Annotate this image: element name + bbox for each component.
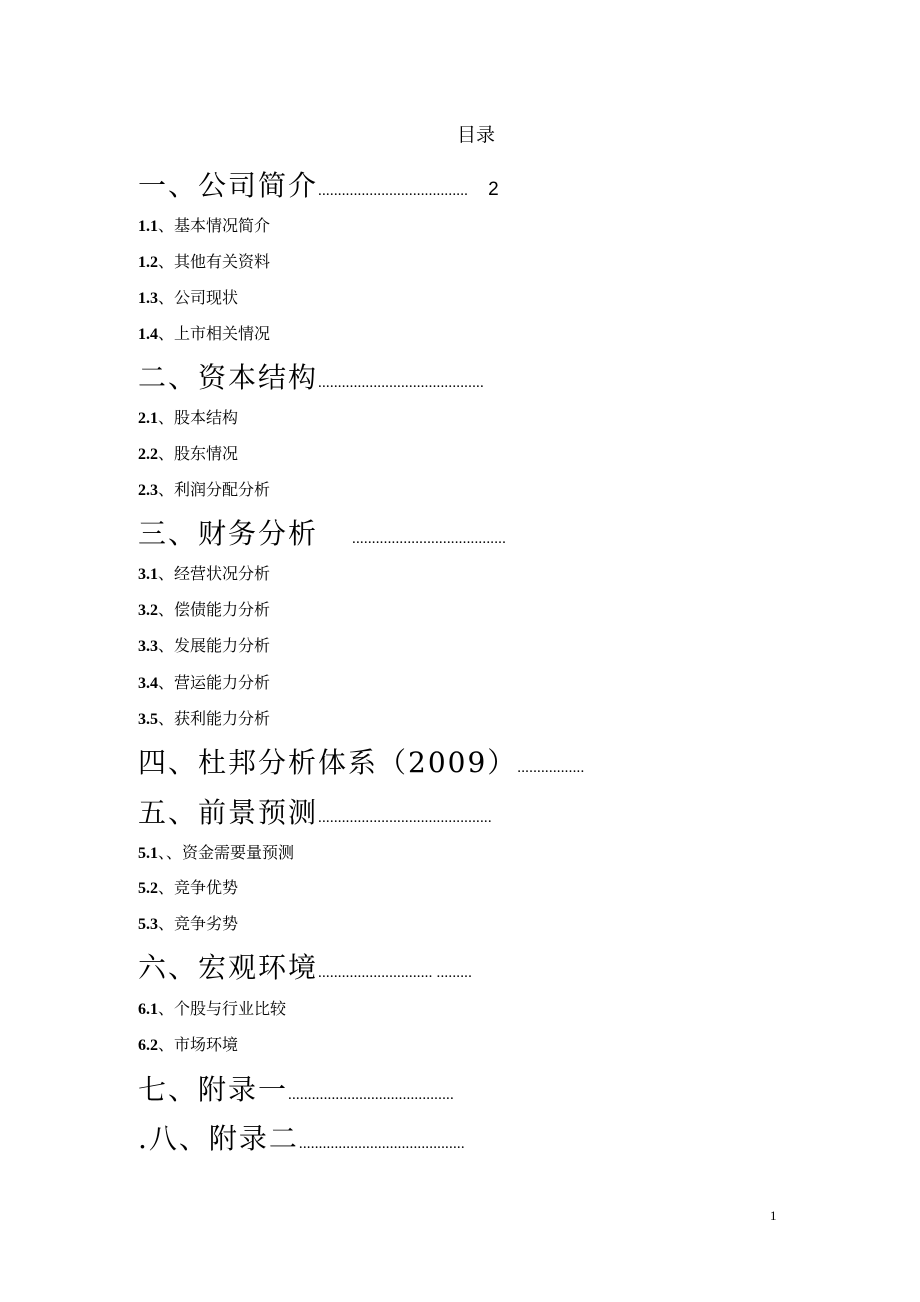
toc-subsection-number: 3.1 [138,566,158,583]
toc-subsection-1-1[interactable] [138,215,270,238]
toc-subsection-separator: 、 [158,878,175,897]
toc-subsection-number: 6.1 [138,1001,158,1018]
toc-leader-dots: ...................................... [318,183,469,199]
toc-subsection-text: 偿债能力分析 [174,600,271,619]
toc-subsection-text: 市场环境 [174,1035,239,1054]
toc-subsection-number: 3.4 [138,675,158,692]
toc-subsection-1-2[interactable] [138,251,270,274]
toc-section-3[interactable] [138,516,506,557]
toc-subsection-number: 2.1 [138,410,158,427]
toc-subsection-5-3[interactable] [138,913,238,936]
footer-page-number: 1 [770,1208,777,1223]
toc-section-4[interactable] [138,745,584,786]
toc-section-1[interactable] [138,168,499,209]
toc-subsection-text: 竞争优势 [174,878,239,897]
toc-subsection-number: 5.3 [138,916,158,933]
toc-subsection-separator: 、、 [158,843,183,862]
toc-subsection-text: 竞争劣势 [174,914,239,933]
toc-subsection-text: 利润分配分析 [174,480,271,499]
toc-subsection-separator: 、 [158,216,175,235]
toc-leader-dots: ................. [517,760,585,776]
toc-section-label: 三、财务分析 [138,517,319,550]
toc-subsection-1-4[interactable] [138,323,270,346]
toc-leader-dots: ............................................ [318,810,492,826]
toc-subsection-6-1[interactable] [138,998,286,1021]
toc-subsection-2-2[interactable] [138,443,238,466]
toc-subsection-separator: 、 [158,288,175,307]
toc-subsection-separator: 、 [158,444,175,463]
toc-leader-dots: .......................................... [318,375,484,391]
toc-subsection-2-3[interactable] [138,479,270,502]
toc-section-7[interactable] [138,1072,454,1113]
toc-subsection-number: 2.3 [138,482,158,499]
toc-subsection-text: 资金需要量预测 [182,843,295,862]
toc-subsection-1-3[interactable] [138,287,238,310]
toc-subsection-3-4[interactable] [138,672,270,695]
toc-leader-dots: .......................................... [298,1136,465,1152]
toc-subsection-separator: 、 [158,252,175,271]
toc-section-label: 二、资本结构 [138,361,319,394]
toc-section-label: 七、附录一 [138,1073,289,1106]
toc-leader-dots: ............................. ......... [318,965,473,981]
toc-section-8[interactable] [138,1121,465,1162]
toc-subsection-text: 经营状况分析 [174,564,271,583]
toc-section-label: 四、杜邦分析体系（2009） [138,746,518,779]
toc-subsection-separator: 、 [158,673,175,692]
toc-section-6[interactable] [138,950,472,991]
toc-subsection-6-2[interactable] [138,1034,238,1057]
toc-subsection-text: 股本结构 [174,408,239,427]
toc-subsection-2-1[interactable] [138,407,238,430]
toc-subsection-number: 3.5 [138,711,158,728]
toc-subsection-number: 1.3 [138,290,158,307]
toc-subsection-separator: 、 [158,1035,175,1054]
toc-subsection-number: 2.2 [138,446,158,463]
toc-leader-dots: ....................................... [352,531,507,547]
toc-subsection-number: 5.2 [138,880,158,897]
toc-subsection-5-2[interactable] [138,877,238,900]
toc-section-label: 六、宏观环境 [138,951,319,984]
toc-subsection-number: 3.2 [138,602,158,619]
toc-subsection-text: 基本情况简介 [174,216,271,235]
toc-subsection-text: 个股与行业比较 [174,999,287,1018]
toc-subsection-separator: 、 [158,636,175,655]
toc-subsection-text: 上市相关情况 [174,324,271,343]
toc-subsection-separator: 、 [158,408,175,427]
toc-subsection-text: 公司现状 [174,288,239,307]
toc-section-5[interactable] [138,795,492,836]
toc-subsection-text: 股东情况 [174,444,239,463]
toc-subsection-separator: 、 [158,999,175,1018]
toc-subsection-separator: 、 [158,709,175,728]
toc-subsection-number: 1.2 [138,254,158,271]
toc-subsection-separator: 、 [158,564,175,583]
toc-title: 目录 [456,124,495,146]
toc-subsection-separator: 、 [158,914,175,933]
toc-subsection-number: 1.4 [138,326,158,343]
toc-subsection-number: 6.2 [138,1037,158,1054]
toc-section-label: .八、附录二 [138,1122,299,1155]
toc-subsection-text: 获利能力分析 [174,709,271,728]
toc-subsection-text: 营运能力分析 [174,673,271,692]
toc-subsection-5-1[interactable] [138,842,294,865]
toc-subsection-separator: 、 [158,324,175,343]
toc-page-number: 2 [488,179,499,200]
toc-subsection-3-3[interactable] [138,635,270,658]
toc-subsection-number: 1.1 [138,218,158,235]
toc-section-label: 五、前景预测 [138,796,319,829]
toc-subsection-3-2[interactable] [138,599,270,622]
toc-section-2[interactable] [138,360,484,401]
toc-subsection-separator: 、 [158,480,175,499]
toc-subsection-number: 3.3 [138,638,158,655]
toc-subsection-3-5[interactable] [138,708,270,731]
toc-section-label: 一、公司简介 [138,169,319,202]
toc-leader-dots: .......................................... [288,1087,454,1103]
toc-subsection-number: 5.1 [138,845,158,862]
toc-subsection-3-1[interactable] [138,563,270,586]
toc-subsection-text: 其他有关资料 [174,252,271,271]
toc-subsection-separator: 、 [158,600,175,619]
toc-subsection-text: 发展能力分析 [174,636,271,655]
